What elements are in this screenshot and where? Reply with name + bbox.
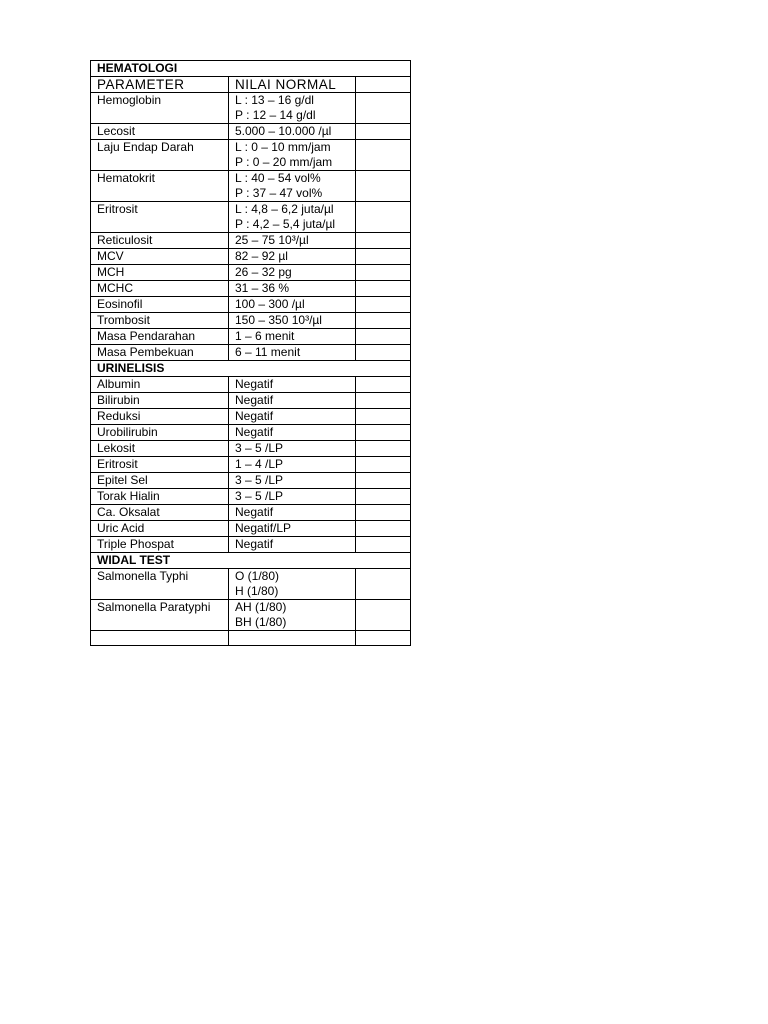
normal-value-cell xyxy=(229,537,356,553)
table-row xyxy=(91,329,411,345)
result-cell xyxy=(356,393,411,409)
normal-value: Negatif xyxy=(235,377,274,391)
table-row xyxy=(91,265,411,281)
table-row xyxy=(91,473,411,489)
table-row xyxy=(91,377,411,393)
normal-value: 25 – 75 10³/µl xyxy=(235,233,309,247)
table-row xyxy=(91,140,411,171)
result-cell xyxy=(356,600,411,631)
normal-value: 3 – 5 /LP xyxy=(235,441,284,455)
table-row xyxy=(91,569,411,600)
parameter-name: Reduksi xyxy=(91,409,229,425)
normal-value-cell xyxy=(229,124,356,140)
result-cell xyxy=(356,233,411,249)
table-row xyxy=(91,345,411,361)
normal-value-cell xyxy=(229,441,356,457)
result-cell xyxy=(356,202,411,233)
parameter-name: Triple Phospat xyxy=(91,537,229,553)
empty-cell xyxy=(91,631,229,646)
normal-value: 26 – 32 pg xyxy=(235,265,292,279)
parameter-name: Hemoglobin xyxy=(91,93,229,124)
normal-value: AH (1/80) xyxy=(235,600,287,614)
parameter-name: Salmonella Typhi xyxy=(91,569,229,600)
normal-value-cell xyxy=(229,93,356,124)
normal-value-cell xyxy=(229,457,356,473)
parameter-name: Ca. Oksalat xyxy=(91,505,229,521)
normal-value: Negatif xyxy=(235,393,274,407)
normal-value-cell xyxy=(229,425,356,441)
parameter-name: Bilirubin xyxy=(91,393,229,409)
normal-value: 3 – 5 /LP xyxy=(235,489,284,503)
result-cell xyxy=(356,297,411,313)
table-row xyxy=(91,489,411,505)
table-row xyxy=(91,93,411,124)
result-cell xyxy=(356,249,411,265)
normal-value: L : 40 – 54 vol% xyxy=(235,171,321,185)
parameter-name: Epitel Sel xyxy=(91,473,229,489)
table-row xyxy=(91,249,411,265)
normal-value: L : 4,8 – 6,2 juta/µl xyxy=(235,202,334,216)
table-row xyxy=(91,457,411,473)
normal-value-cell xyxy=(229,313,356,329)
normal-value-cell xyxy=(229,140,356,171)
parameter-name: Trombosit xyxy=(91,313,229,329)
result-cell xyxy=(356,537,411,553)
table-row xyxy=(91,202,411,233)
table-row xyxy=(91,313,411,329)
section-header-row xyxy=(91,61,411,77)
result-cell xyxy=(356,329,411,345)
parameter-name: Hematokrit xyxy=(91,171,229,202)
normal-value-cell xyxy=(229,569,356,600)
normal-value-cell xyxy=(229,505,356,521)
normal-value: 31 – 36 % xyxy=(235,281,290,295)
empty-cell xyxy=(356,631,411,646)
normal-value: Negatif xyxy=(235,505,274,519)
section-header-row xyxy=(91,361,411,377)
result-cell xyxy=(356,313,411,329)
normal-value: 150 – 350 10³/µl xyxy=(235,313,322,327)
parameter-name: Urobilirubin xyxy=(91,425,229,441)
normal-value: 1 – 6 menit xyxy=(235,329,295,343)
column-header-normal-value: NILAI NORMAL xyxy=(229,77,356,93)
parameter-name: Eritrosit xyxy=(91,202,229,233)
result-cell xyxy=(356,457,411,473)
normal-value-cell xyxy=(229,489,356,505)
column-header-parameter: PARAMETER xyxy=(91,77,229,93)
normal-value-cell xyxy=(229,233,356,249)
result-cell xyxy=(356,171,411,202)
normal-value-cell xyxy=(229,600,356,631)
parameter-name: Albumin xyxy=(91,377,229,393)
normal-value: L : 13 – 16 g/dl xyxy=(235,93,314,107)
table-row xyxy=(91,505,411,521)
parameter-name: Masa Pendarahan xyxy=(91,329,229,345)
table-row xyxy=(91,441,411,457)
normal-value: Negatif/LP xyxy=(235,521,292,535)
result-cell xyxy=(356,569,411,600)
normal-value-cell xyxy=(229,521,356,537)
result-cell xyxy=(356,265,411,281)
normal-value: Negatif xyxy=(235,425,274,439)
section-title: URINELISIS xyxy=(91,361,411,377)
parameter-name: Torak Hialin xyxy=(91,489,229,505)
table-row xyxy=(91,281,411,297)
result-cell xyxy=(356,521,411,537)
normal-value: P : 12 – 14 g/dl xyxy=(235,108,316,122)
normal-value: L : 0 – 10 mm/jam xyxy=(235,140,331,154)
result-cell xyxy=(356,489,411,505)
parameter-name: Salmonella Paratyphi xyxy=(91,600,229,631)
normal-value-cell xyxy=(229,297,356,313)
normal-value: 6 – 11 menit xyxy=(235,345,301,359)
table-row xyxy=(91,124,411,140)
result-cell xyxy=(356,425,411,441)
result-cell xyxy=(356,377,411,393)
normal-value-cell xyxy=(229,329,356,345)
normal-value: 82 – 92 µl xyxy=(235,249,288,263)
parameter-name: Lecosit xyxy=(91,124,229,140)
table-row xyxy=(91,233,411,249)
normal-value-cell xyxy=(229,202,356,233)
section-title: WIDAL TEST xyxy=(91,553,411,569)
normal-value: P : 4,2 – 5,4 juta/µl xyxy=(235,217,336,231)
normal-value: Negatif xyxy=(235,537,274,551)
table-row xyxy=(91,537,411,553)
table-row xyxy=(91,600,411,631)
normal-value-cell xyxy=(229,345,356,361)
normal-value: Negatif xyxy=(235,409,274,423)
parameter-name: Laju Endap Darah xyxy=(91,140,229,171)
parameter-name: Lekosit xyxy=(91,441,229,457)
table-row xyxy=(91,171,411,202)
result-cell xyxy=(356,473,411,489)
result-cell xyxy=(356,140,411,171)
parameter-name: MCH xyxy=(91,265,229,281)
parameter-name: Reticulosit xyxy=(91,233,229,249)
normal-value: H (1/80) xyxy=(235,584,279,598)
parameter-name: MCV xyxy=(91,249,229,265)
table-row xyxy=(91,409,411,425)
normal-value: P : 0 – 20 mm/jam xyxy=(235,155,333,169)
normal-value-cell xyxy=(229,473,356,489)
parameter-name: Masa Pembekuan xyxy=(91,345,229,361)
table-row xyxy=(91,297,411,313)
normal-value: O (1/80) xyxy=(235,569,280,583)
table-row xyxy=(91,393,411,409)
normal-value-cell xyxy=(229,281,356,297)
normal-value-cell xyxy=(229,409,356,425)
parameter-name: Eosinofil xyxy=(91,297,229,313)
normal-value: 1 – 4 /LP xyxy=(235,457,284,471)
column-header-result xyxy=(356,77,411,93)
result-cell xyxy=(356,441,411,457)
normal-value-cell xyxy=(229,377,356,393)
result-cell xyxy=(356,281,411,297)
result-cell xyxy=(356,409,411,425)
empty-row xyxy=(91,631,411,646)
normal-value-cell xyxy=(229,249,356,265)
normal-value: BH (1/80) xyxy=(235,615,287,629)
normal-value-cell xyxy=(229,393,356,409)
lab-reference-table xyxy=(90,60,411,646)
table-row xyxy=(91,521,411,537)
result-cell xyxy=(356,93,411,124)
result-cell xyxy=(356,345,411,361)
normal-value: 100 – 300 /µl xyxy=(235,297,305,311)
column-header-row xyxy=(91,77,411,93)
normal-value: P : 37 – 47 vol% xyxy=(235,186,323,200)
parameter-name: Eritrosit xyxy=(91,457,229,473)
section-title: HEMATOLOGI xyxy=(91,61,411,77)
table-row xyxy=(91,425,411,441)
result-cell xyxy=(356,124,411,140)
normal-value: 5.000 – 10.000 /µl xyxy=(235,124,332,138)
empty-cell xyxy=(229,631,356,646)
parameter-name: MCHC xyxy=(91,281,229,297)
result-cell xyxy=(356,505,411,521)
normal-value: 3 – 5 /LP xyxy=(235,473,284,487)
parameter-name: Uric Acid xyxy=(91,521,229,537)
normal-value-cell xyxy=(229,171,356,202)
section-header-row xyxy=(91,553,411,569)
normal-value-cell xyxy=(229,265,356,281)
